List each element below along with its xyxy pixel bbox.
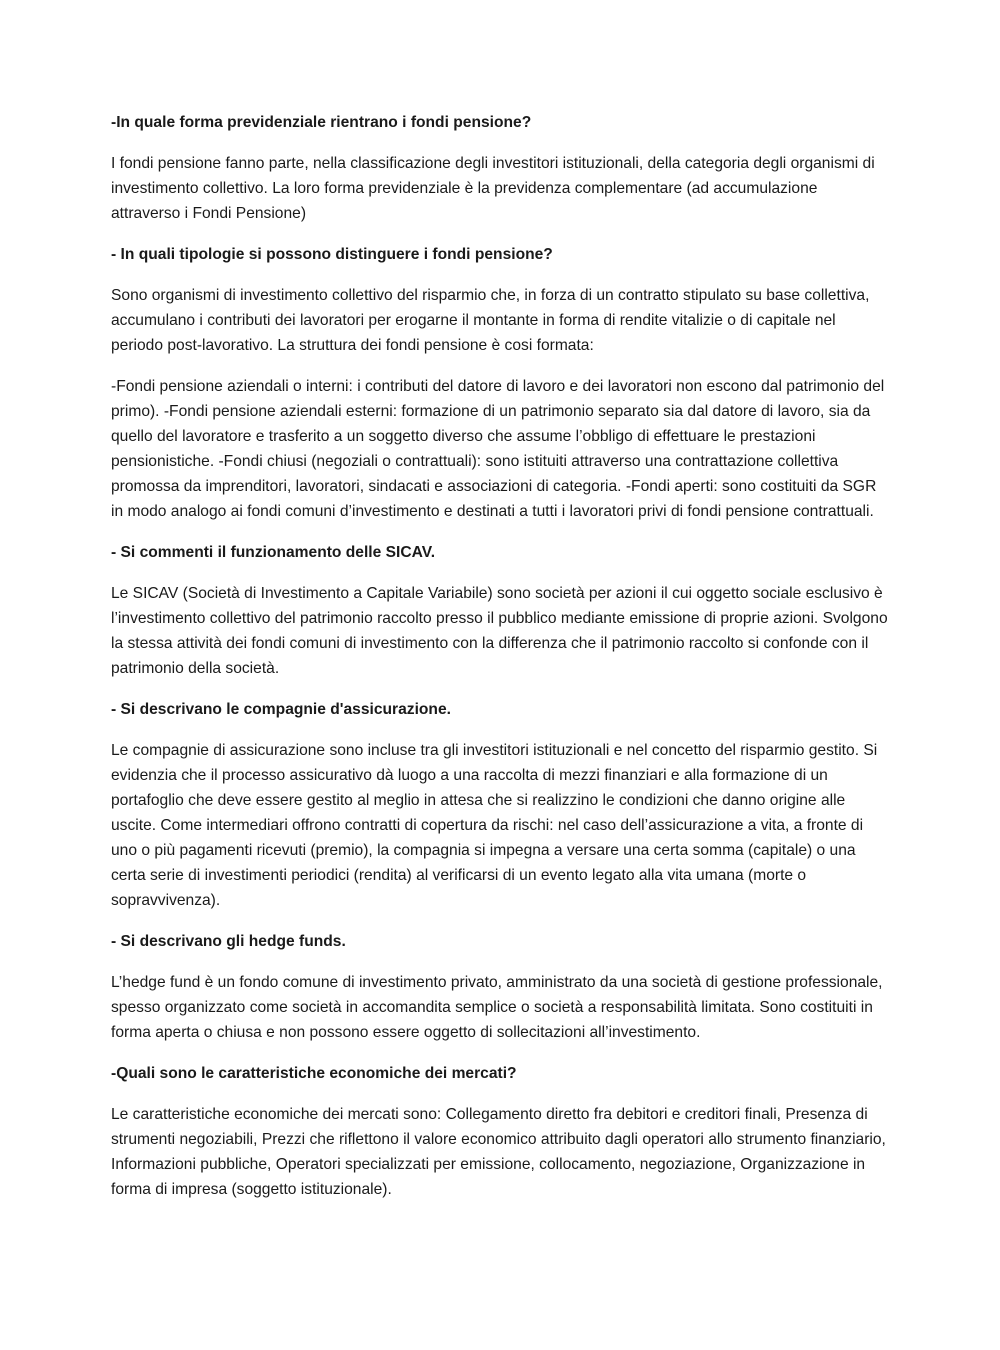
- question-heading: -In quale forma previdenziale rientrano i fondi pensione?: [111, 114, 532, 131]
- question-heading: -Quali sono le caratteristiche economiche dei mercati?: [111, 1065, 517, 1082]
- answer-paragraph: -Fondi pensione aziendali o interni: i contributi del datore di lavoro e dei lavoratori non escono dal patrimonio del primo). -Fondi pensione aziendali esterni: formazione di un patrimonio separato sia dal datore di lavoro, sia da quello del lavoratore e trasferito a un soggetto diverso che assume l’obbligo di effettuare le prestazioni pensionistiche. -Fondi chiusi (negoziali o contrattuali): sono istituiti attraverso una contrattazione collettiva promossa da imprenditori, lavoratori, sindacati e associazioni di categoria. -Fondi aperti: sono costituiti da SGR in modo analogo ai fondi comuni d’investimento e destinati a tutti i lavoratori privi di fondi pensione contrattuali.: [111, 378, 885, 520]
- answer-paragraph: L’hedge fund è un fondo comune di investimento privato, amministrato da una società di gestione professionale, spesso organizzato come società in accomandita semplice o società a responsabilità limitata. Sono costituiti in forma aperta o chiusa e non possono essere oggetto di sollecitazioni all’investimento.: [111, 974, 883, 1041]
- question-heading: - In quali tipologie si possono distinguere i fondi pensione?: [111, 246, 553, 263]
- answer-paragraph: I fondi pensione fanno parte, nella classificazione degli investitori istituzionali, della categoria degli organismi di investimento collettivo. La loro forma previdenziale è la previdenza complementare (ad accumulazione attraverso i Fondi Pensione): [111, 155, 875, 222]
- answer-paragraph: Le caratteristiche economiche dei mercati sono: Collegamento diretto fra debitori e creditori finali, Presenza di strumenti negoziabili, Prezzi che riflettono il valore economico attribuito dagli operatori allo strumento finanziario, Informazioni pubbliche, Operatori specializzati per emissione, collocamento, negoziazione, Organizzazione in forma di impresa (soggetto istituzionale).: [111, 1106, 886, 1198]
- answer-paragraph: Le compagnie di assicurazione sono incluse tra gli investitori istituzionali e nel concetto del risparmio gestito. Si evidenzia che il processo assicurativo dà luogo a una raccolta di mezzi finanziari e alla formazione di un portafoglio che deve essere gestito al meglio in attesa che si realizzino le condizioni che danno origine alle uscite. Come intermediari offrono contratti di copertura da rischi: nel caso dell’assicurazione a vita, a fronte di uno o più pagamenti ricevuti (premio), la compagnia si impegna a versare una certa somma (capitale) o una certa serie di investimenti periodici (rendita) al verificarsi di un evento legato alla vita umana (morte o sopravvivenza).: [111, 742, 878, 909]
- question-heading: - Si commenti il funzionamento delle SICAV.: [111, 544, 436, 561]
- document-page: [111, 110, 889, 1218]
- answer-paragraph: Le SICAV (Società di Investimento a Capitale Variabile) sono società per azioni il cui oggetto sociale esclusivo è l’investimento collettivo del patrimonio raccolto presso il pubblico mediante emissione di proprie azioni. Svolgono la stessa attività dei fondi comuni di investimento con la differenza che il patrimonio raccolto si confonde con il patrimonio della società.: [111, 585, 888, 677]
- question-heading: - Si descrivano gli hedge funds.: [111, 933, 346, 950]
- answer-paragraph: Sono organismi di investimento collettivo del risparmio che, in forza di un contratto stipulato su base collettiva, accumulano i contributi dei lavoratori per erogarne il montante in forma di rendite vitalizie o di capitale nel periodo post-lavorativo. La struttura dei fondi pensione è cosi formata:: [111, 287, 870, 354]
- question-heading: - Si descrivano le compagnie d'assicurazione.: [111, 701, 451, 718]
